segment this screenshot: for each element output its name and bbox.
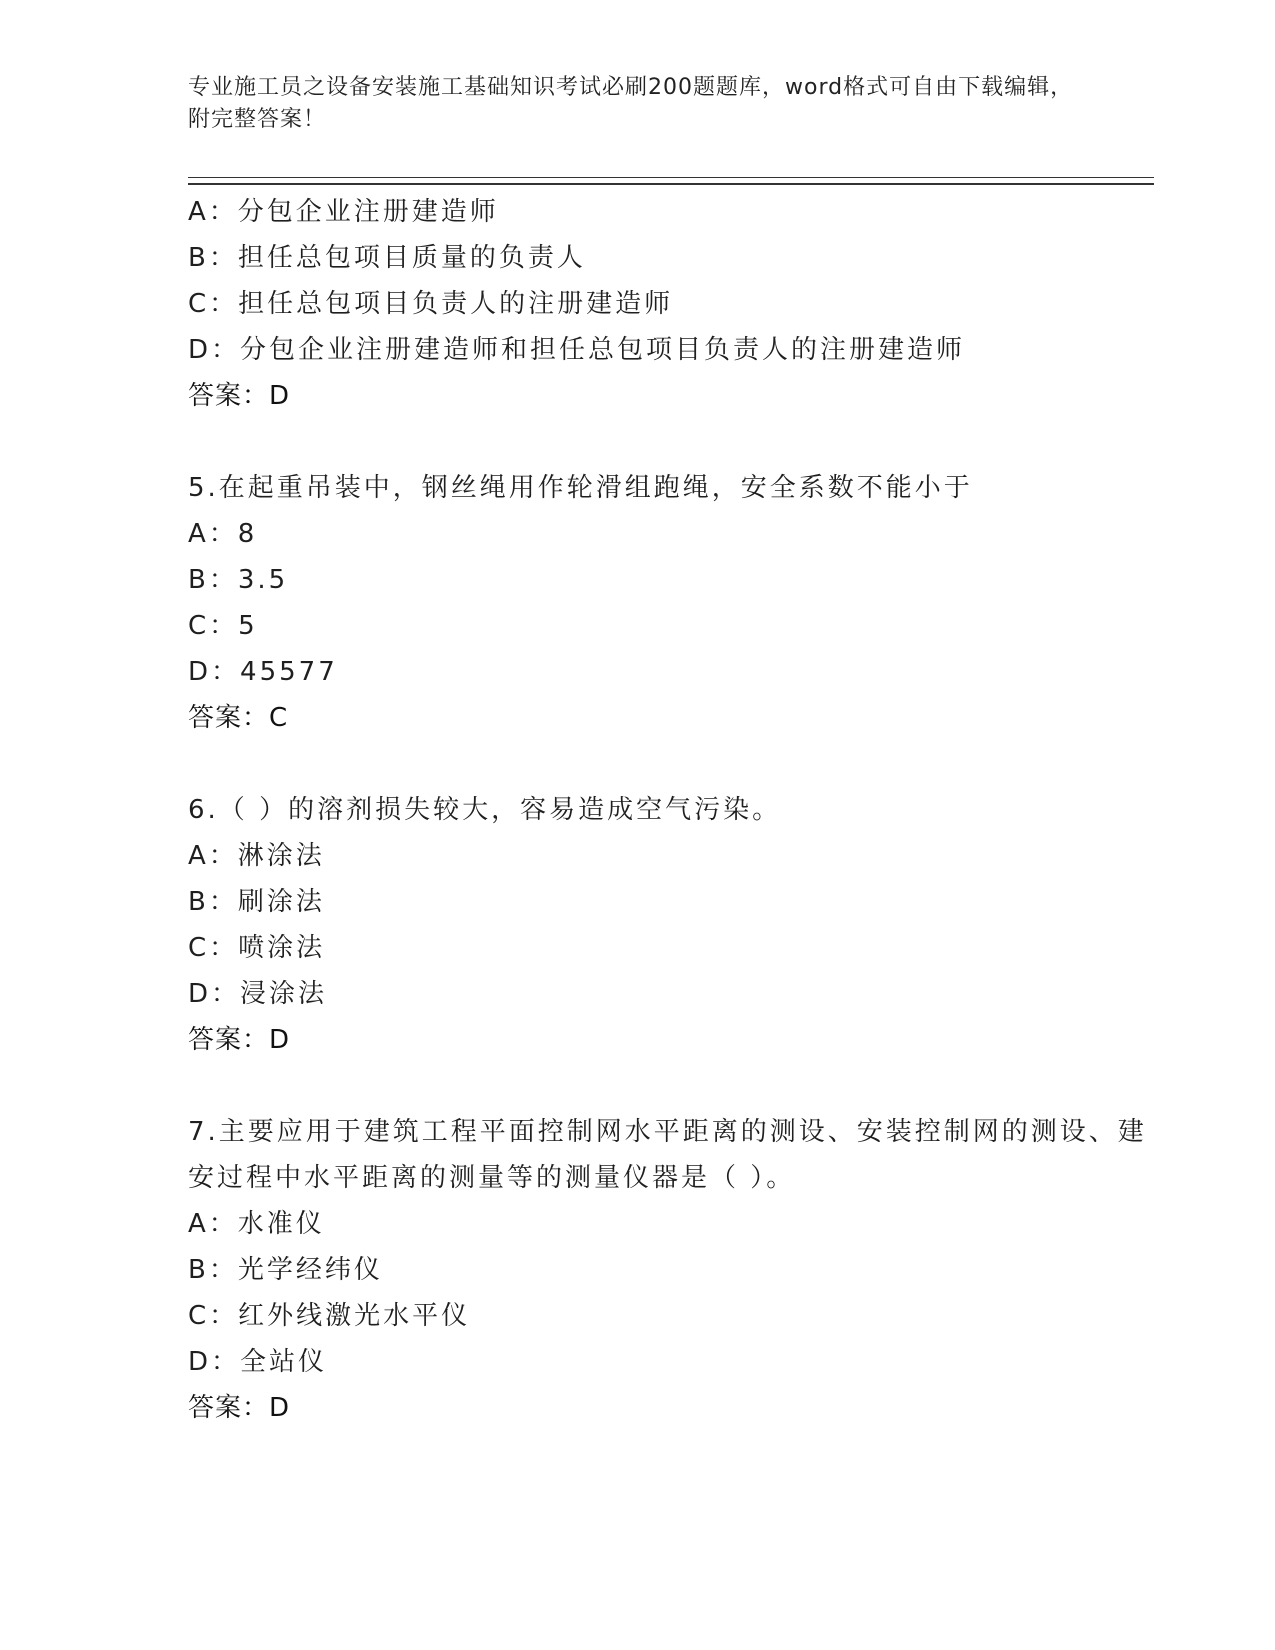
option-d: D：浸涂法 (188, 979, 328, 1009)
answer-line: 答案：D (188, 1025, 291, 1055)
document-header-title: 专业施工员之设备安装施工基础知识考试必刷200题题库，word格式可自由下载编辑，附完整答案！ (188, 75, 1074, 132)
question-block-7 (188, 1109, 1154, 1431)
option-d: D：全站仪 (188, 1347, 328, 1377)
question-content (188, 189, 1154, 1431)
spacer (188, 419, 1154, 465)
question-block-6 (188, 787, 1154, 1063)
option-a: A：8 (188, 519, 258, 549)
option-d: D：45577 (188, 657, 338, 687)
option-a: A：分包企业注册建造师 (188, 197, 499, 227)
question-stem: 7.主要应用于建筑工程平面控制网水平距离的测设、安装控制网的测设、建安过程中水平距离的测量等的测量仪器是（ ）。 (188, 1117, 1147, 1193)
question-block-5 (188, 465, 1154, 741)
option-b: B：刷涂法 (188, 887, 325, 917)
option-c: C：担任总包项目负责人的注册建造师 (188, 289, 674, 319)
option-a: A：水准仪 (188, 1209, 325, 1239)
answer-line: 答案：C (188, 703, 289, 733)
question-block-4 (188, 189, 1154, 419)
option-b: B：光学经纬仪 (188, 1255, 383, 1285)
question-stem: 5.在起重吊装中，钢丝绳用作轮滑组跑绳，安全系数不能小于 (188, 473, 973, 503)
option-c: C：喷涂法 (188, 933, 326, 963)
option-d: D：分包企业注册建造师和担任总包项目负责人的注册建造师 (188, 335, 966, 365)
answer-line: 答案：D (188, 381, 291, 411)
option-b: B：3.5 (188, 565, 289, 595)
option-b: B：担任总包项目质量的负责人 (188, 243, 586, 273)
spacer (188, 1063, 1154, 1109)
option-c: C：红外线激光水平仪 (188, 1301, 471, 1331)
spacer (188, 741, 1154, 787)
answer-line: 答案：D (188, 1393, 291, 1423)
header-divider (188, 177, 1154, 185)
option-c: C：5 (188, 611, 258, 641)
question-stem: 6.（ ）的溶剂损失较大，容易造成空气污染。 (188, 795, 782, 825)
option-a: A：淋涂法 (188, 841, 325, 871)
